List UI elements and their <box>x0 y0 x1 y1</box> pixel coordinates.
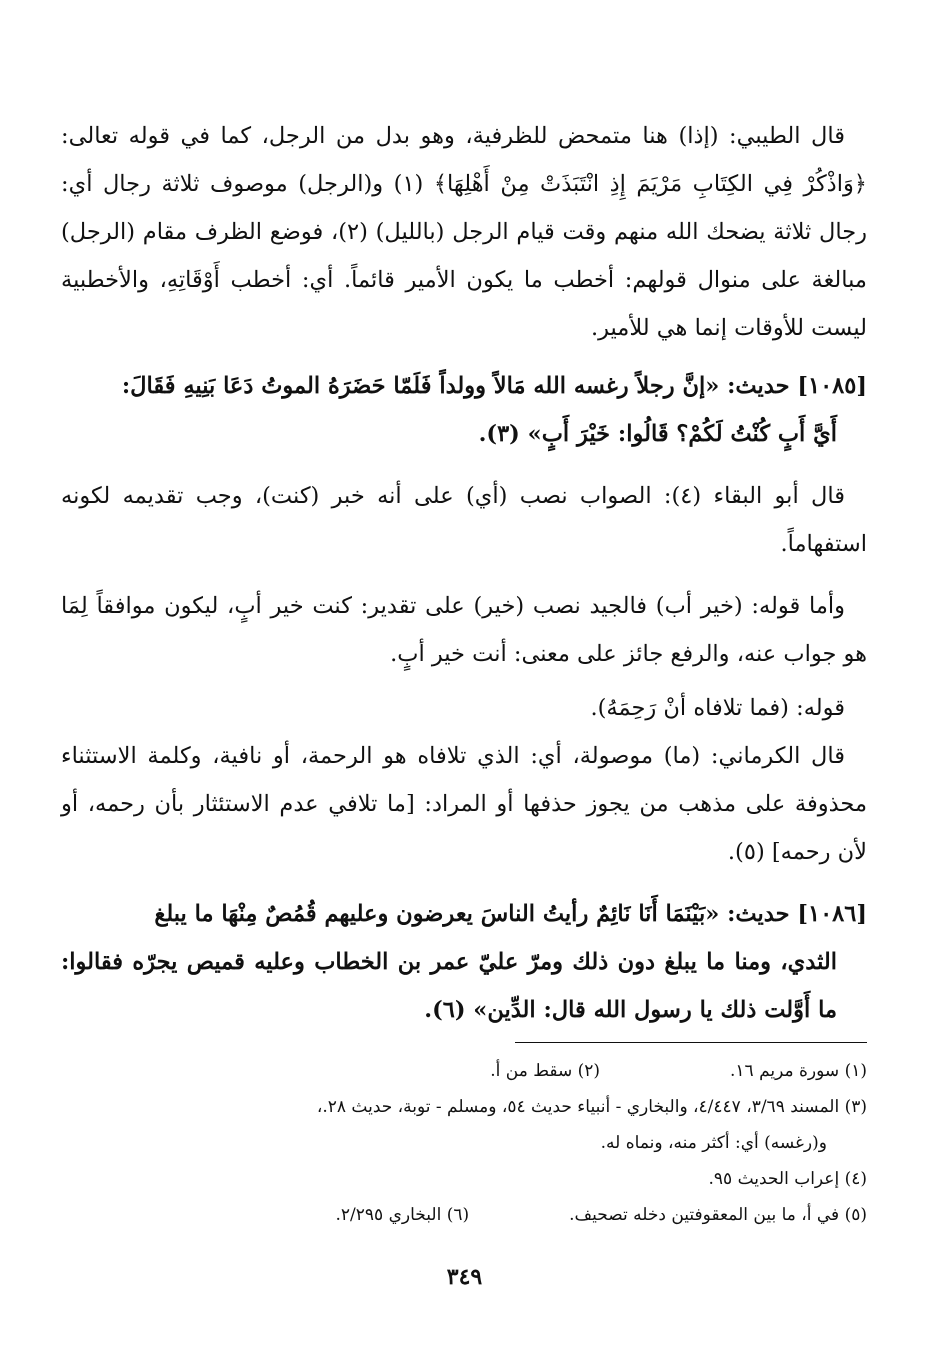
paragraph-text: قال الطيبي: (إذا) هنا متمحض للظرفية، وهو بدل من الرجل، كما في قوله تعالى: ﴿وَاذْكُرْ فِي الكِتَابِ مَرْيَمَ إِذِ انْتَبَذَتْ مِنْ أَهْلِهَا﴾ (١) و(الرجل) موصوف ثلاثة رجال أي: رجال ثلاثة يضحك الله منهم وقت قيام الرجل (بالليل) (٢)، فوضع الظرف مقام (الرجل) مبالغة على منوال قولهم: أخطب ما يكون الأمير قائماً. أي: أخطب أَوْقَاتِهِ، والأخطبية ليست للأوقات إنما هي للأمير. <box>61 123 867 341</box>
spacer <box>61 568 867 582</box>
footnote-6: (٦) البخاري ٢/٢٩٥. <box>335 1205 470 1225</box>
commentary-paragraph-qawluh <box>61 684 867 732</box>
commentary-paragraph-khayr-ab <box>61 582 867 678</box>
paragraph-text: قوله: (فما تلافاه أنْ رَحِمَهُ). <box>590 695 845 721</box>
footnote-3-line2: و(رغسه) أي: أكثر منه، ونماه له. <box>600 1133 827 1153</box>
paragraph-text: قال الكرماني: (ما) موصولة، أي: الذي تلافاه هو الرحمة، أو نافية، وكلمة الاستثناء محذوفة على مذهب من يجوز حذفها أو المراد: [ما تلافي عدم الاستئثار بأن رحمه، أو لأن رحمه] (٥). <box>61 743 867 865</box>
footnote-2: (٢) سقط من أ. <box>490 1061 601 1081</box>
commentary-paragraph-tibi <box>61 112 867 352</box>
footnote-3-line1: (٣) المسند ٣/٦٩، ٤/٤٤٧، والبخاري - أنبياء حديث ٥٤، ومسلم - توبة، حديث ٢٨.، <box>316 1097 867 1117</box>
paragraph-text: وأما قوله: (خير أب) فالجيد نصب (خير) على تقدير: كنت خير أبٍ، ليكون موافقاً لِمَا هو جواب عنه، والرفع جائز على معنى: أنت خير أبٍ. <box>61 593 867 667</box>
spacer <box>61 876 867 890</box>
footnote-row-5-6 <box>61 1197 867 1233</box>
hadith-1086-body: الثدي، ومنا ما يبلغ دون ذلك ومرّ عليّ عمر بن الخطاب وعليه قميص يجرّه فقالوا: ما أَوَّلت ذلك يا رسول الله قال: الدِّين» (٦). <box>61 949 837 1023</box>
page-content <box>61 112 867 1233</box>
hadith-1085-line1: [١٠٨٥] حديث: «إنَّ رجلاً رغسه الله مَالاً وولداً فَلَمّا حَضَرَهُ الموتُ دَعَا بَنِيهِ فَقَالَ: <box>121 373 867 399</box>
footnote-divider <box>515 1042 867 1043</box>
footnote-1: (١) سورة مريم ١٦. <box>730 1061 867 1081</box>
footnote-row-1-2 <box>61 1053 867 1089</box>
footnote-4: (٤) إعراب الحديث ٩٥. <box>708 1169 867 1189</box>
spacer <box>61 352 867 362</box>
commentary-paragraph-abu-albaqa <box>61 472 867 568</box>
footnote-5: (٥) في أ، ما بين المعقوفتين دخله تصحيف. <box>569 1205 867 1225</box>
page-number: ٣٤٩ <box>446 1264 483 1290</box>
hadith-1085-line2: أَيَّ أَبٍ كُنْتُ لَكُمْ؟ قَالُوا: خَيْرَ أَبٍ» (٣). <box>478 421 837 447</box>
spacer <box>61 458 867 472</box>
commentary-paragraph-kirmani <box>61 732 867 876</box>
paragraph-text: قال أبو البقاء (٤): الصواب نصب (أي) على أنه خبر (كنت)، وجب تقديمه لكونه استفهاماً. <box>61 483 867 557</box>
hadith-1086-line1: [١٠٨٦] حديث: «بَيْنَمَا أَنَا نَائِمٌ رأيتُ الناسَ يعرضون وعليهم قُمُصٌ مِنْهَا ما يبلغ <box>154 901 867 927</box>
